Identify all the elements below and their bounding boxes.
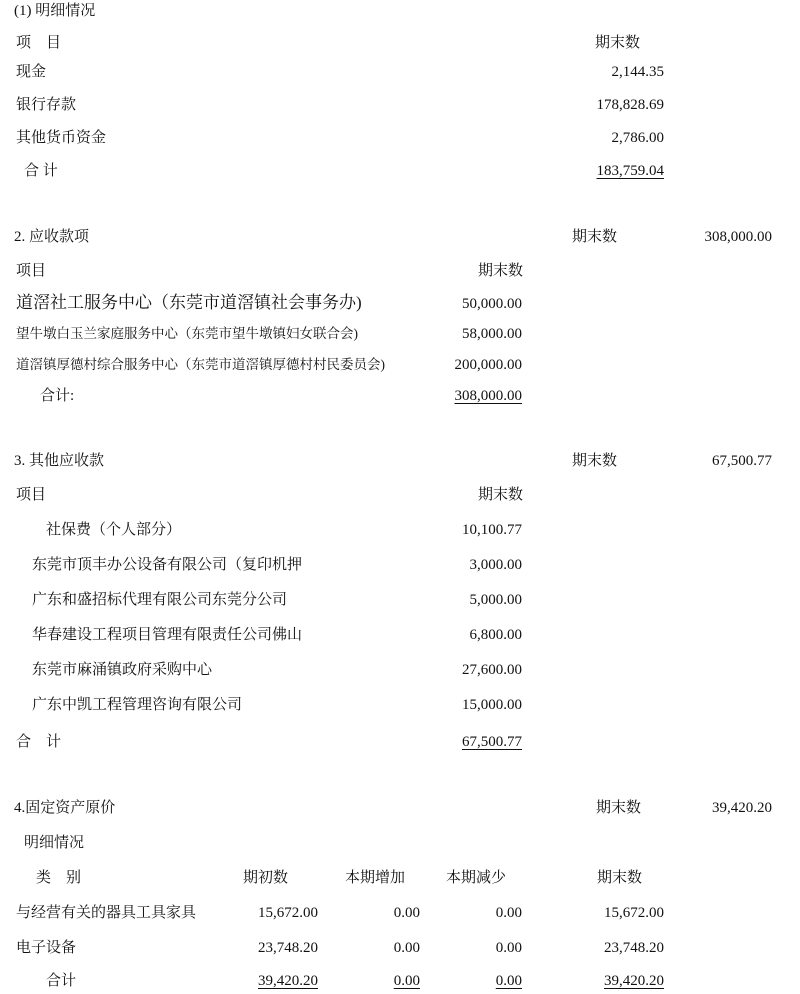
section2-total-end: 308,000.00 [454, 388, 522, 404]
section4-row-decrease: 0.00 [495, 940, 522, 956]
section4-total-begin: 39,420.20 [258, 973, 318, 989]
section3-total-label: 合 计 [16, 734, 62, 750]
section2-row-end: 50,000.00 [462, 296, 522, 312]
section2-col-end: 期末数 [478, 263, 524, 279]
section3-row-end: 3,000.00 [469, 557, 522, 573]
section4-row-name: 与经营有关的器具工具家具 [16, 905, 197, 921]
section4-col-begin: 期初数 [243, 870, 289, 886]
section3-row-name: 东莞市顶丰办公设备有限公司（复印机押 [32, 557, 303, 573]
section2-col-item: 项目 [16, 263, 47, 279]
section4-title: 4.固定资产原价 [14, 800, 116, 816]
section2-title: 2. 应收款项 [14, 229, 90, 245]
section3-row-end: 15,000.00 [462, 697, 522, 713]
section3-row-end: 6,800.00 [469, 627, 522, 643]
section4-total-decrease: 0.00 [495, 973, 522, 989]
section1-row-end: 178,828.69 [596, 97, 664, 113]
section3-row-name: 广东中凯工程管理咨询有限公司 [32, 697, 243, 713]
section3-end-label: 期末数 [572, 453, 618, 469]
section3-row-name: 华春建设工程项目管理有限责任公司佛山 [32, 627, 303, 643]
section4-row-begin: 15,672.00 [258, 905, 318, 921]
section1-total-end: 183,759.04 [596, 163, 664, 179]
section4-row-increase: 0.00 [393, 940, 420, 956]
section4-total-end: 39,420.20 [604, 973, 664, 989]
section2-row-name: 望牛墩白玉兰家庭服务中心（东莞市望牛墩镇妇女联合会) [16, 326, 358, 341]
section1-row-name: 其他货币资金 [16, 130, 107, 146]
section2-row-name: 道滘社工服务中心（东莞市道滘镇社会事务办) [16, 293, 362, 312]
section2-total-label: 合计: [40, 388, 75, 404]
section3-row-name: 社保费（个人部分） [46, 522, 182, 538]
section4-col-increase: 本期增加 [345, 870, 406, 886]
section4-col-end: 期末数 [597, 870, 643, 886]
section3-col-item: 项目 [16, 487, 47, 503]
section3-title: 3. 其他应收款 [14, 453, 105, 469]
section4-row-begin: 23,748.20 [258, 940, 318, 956]
section3-row-name: 东莞市麻涌镇政府采购中心 [32, 662, 213, 678]
section4-row-decrease: 0.00 [495, 905, 522, 921]
section4-row-name: 电子设备 [16, 940, 77, 956]
section4-row-increase: 0.00 [393, 905, 420, 921]
section1-row-name: 银行存款 [16, 97, 77, 113]
section3-row-end: 27,600.00 [462, 662, 522, 678]
section1-col-end: 期末数 [595, 35, 641, 51]
section1-col-item: 项 目 [16, 35, 62, 51]
section4-col-category: 类 别 [36, 870, 82, 886]
section1-row-end: 2,144.35 [611, 64, 664, 80]
section3-row-end: 5,000.00 [469, 592, 522, 608]
section1-row-name: 现金 [16, 64, 47, 80]
section4-end-value: 39,420.20 [712, 800, 772, 816]
section3-col-end: 期末数 [478, 487, 524, 503]
section4-col-decrease: 本期减少 [446, 870, 507, 886]
section2-end-label: 期末数 [572, 229, 618, 245]
section3-end-value: 67,500.77 [712, 453, 772, 469]
section3-total-end: 67,500.77 [462, 734, 522, 750]
section4-row-end: 23,748.20 [604, 940, 664, 956]
section3-row-name: 广东和盛招标代理有限公司东莞分公司 [32, 592, 288, 608]
section2-row-end: 58,000.00 [462, 326, 522, 342]
section2-end-value: 308,000.00 [704, 229, 772, 245]
section1-row-end: 2,786.00 [611, 130, 664, 146]
section4-row-end: 15,672.00 [604, 905, 664, 921]
section1-total-label: 合 计 [24, 163, 58, 179]
section4-total-label: 合计 [46, 973, 77, 989]
section4-end-label: 期末数 [596, 800, 642, 816]
section1-title: (1) 明细情况 [14, 3, 96, 19]
section3-row-end: 10,100.77 [462, 522, 522, 538]
section2-row-name: 道滘镇厚德村综合服务中心（东莞市道滘镇厚德村村民委员会) [16, 357, 385, 372]
section4-total-increase: 0.00 [393, 973, 420, 989]
section2-row-end: 200,000.00 [454, 357, 522, 373]
section4-subtitle: 明细情况 [24, 835, 85, 851]
